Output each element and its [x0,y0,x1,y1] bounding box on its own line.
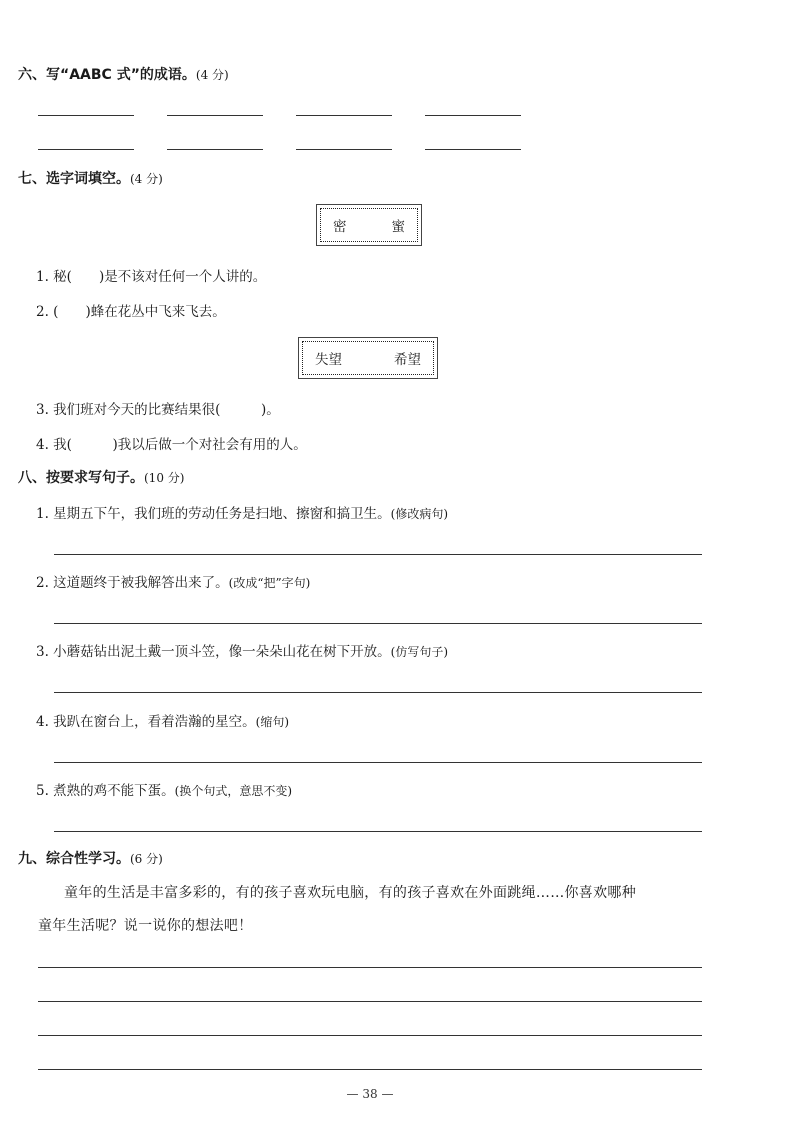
sentence-text: 4. 我趴在窗台上，看着浩瀚的星空。 [36,714,256,730]
sentence-text: 5. 煮熟的鸡不能下蛋。 [36,783,175,799]
idiom-answer-line[interactable] [167,115,263,116]
choice-word: 失望 [315,352,342,368]
sentence-task-3 [36,640,448,660]
page-number: — 38 — [346,1087,394,1101]
sentence-task-2 [36,571,310,591]
fill-blank-item-2: 2. ( )蜂在花丛中飞来飞去。 [36,304,226,320]
section-9-title: 九、综合性学习。 [18,851,130,867]
section-6-title: 六、写“AABC 式”的成语。 [18,67,196,83]
idiom-answer-line[interactable] [425,115,521,116]
sentence-task-4 [36,710,289,730]
section-9-heading [18,848,163,868]
idiom-answer-line[interactable] [38,115,134,116]
section-6-heading [18,64,229,84]
idiom-answer-line[interactable] [167,149,263,150]
answer-line[interactable] [54,692,702,693]
section-8-title: 八、按要求写句子。 [18,470,144,486]
writing-line[interactable] [38,1001,702,1002]
prompt-paragraph-line-1: 童年的生活是丰富多彩的，有的孩子喜欢玩电脑，有的孩子喜欢在外面跳绳……你喜欢哪种 [64,885,636,901]
idiom-answer-line[interactable] [38,149,134,150]
fill-blank-item-4: 4. 我( )我以后做一个对社会有用的人。 [36,437,307,453]
sentence-task-1 [36,502,448,522]
fill-blank-item-3: 3. 我们班对今天的比赛结果很( )。 [36,402,280,418]
sentence-task-5 [36,779,292,799]
section-8-score: (10 分) [144,471,185,485]
idiom-answer-line[interactable] [425,149,521,150]
idiom-answer-line[interactable] [296,115,392,116]
sentence-instruction: (仿写句子) [390,645,449,659]
sentence-instruction: (缩句) [255,715,290,729]
answer-line[interactable] [54,623,702,624]
sentence-instruction: (改成“把”字句) [228,576,311,590]
sentence-text: 3. 小蘑菇钻出泥土戴一顶斗笠，像一朵朵山花在树下开放。 [36,644,391,660]
choice-word: 密 [333,219,347,235]
answer-line[interactable] [54,831,702,832]
section-9-score: (6 分) [130,852,163,866]
sentence-text: 1. 星期五下午，我们班的劳动任务是扫地、擦窗和搞卫生。 [36,506,391,522]
section-7-heading [18,168,163,188]
section-6-score: (4 分) [195,68,229,82]
choice-word: 蜜 [391,219,405,235]
idiom-answer-line[interactable] [296,149,392,150]
section-7-title: 七、选字词填空。 [18,171,130,187]
writing-line[interactable] [38,967,702,968]
word-choice-box-1 [320,208,418,242]
answer-line[interactable] [54,762,702,763]
writing-line[interactable] [38,1035,702,1036]
choice-word: 希望 [394,352,421,368]
sentence-instruction: (换个句式，意思不变) [174,784,293,798]
fill-blank-item-1: 1. 秘( )是不该对任何一个人讲的。 [36,269,267,285]
word-choice-box-2 [302,341,434,375]
prompt-paragraph-line-2: 童年生活呢？说一说你的想法吧！ [38,918,253,934]
answer-line[interactable] [54,554,702,555]
writing-line[interactable] [38,1069,702,1070]
section-7-score: (4 分) [130,172,163,186]
sentence-instruction: (修改病句) [390,507,449,521]
section-8-heading [18,467,184,487]
sentence-text: 2. 这道题终于被我解答出来了。 [36,575,229,591]
